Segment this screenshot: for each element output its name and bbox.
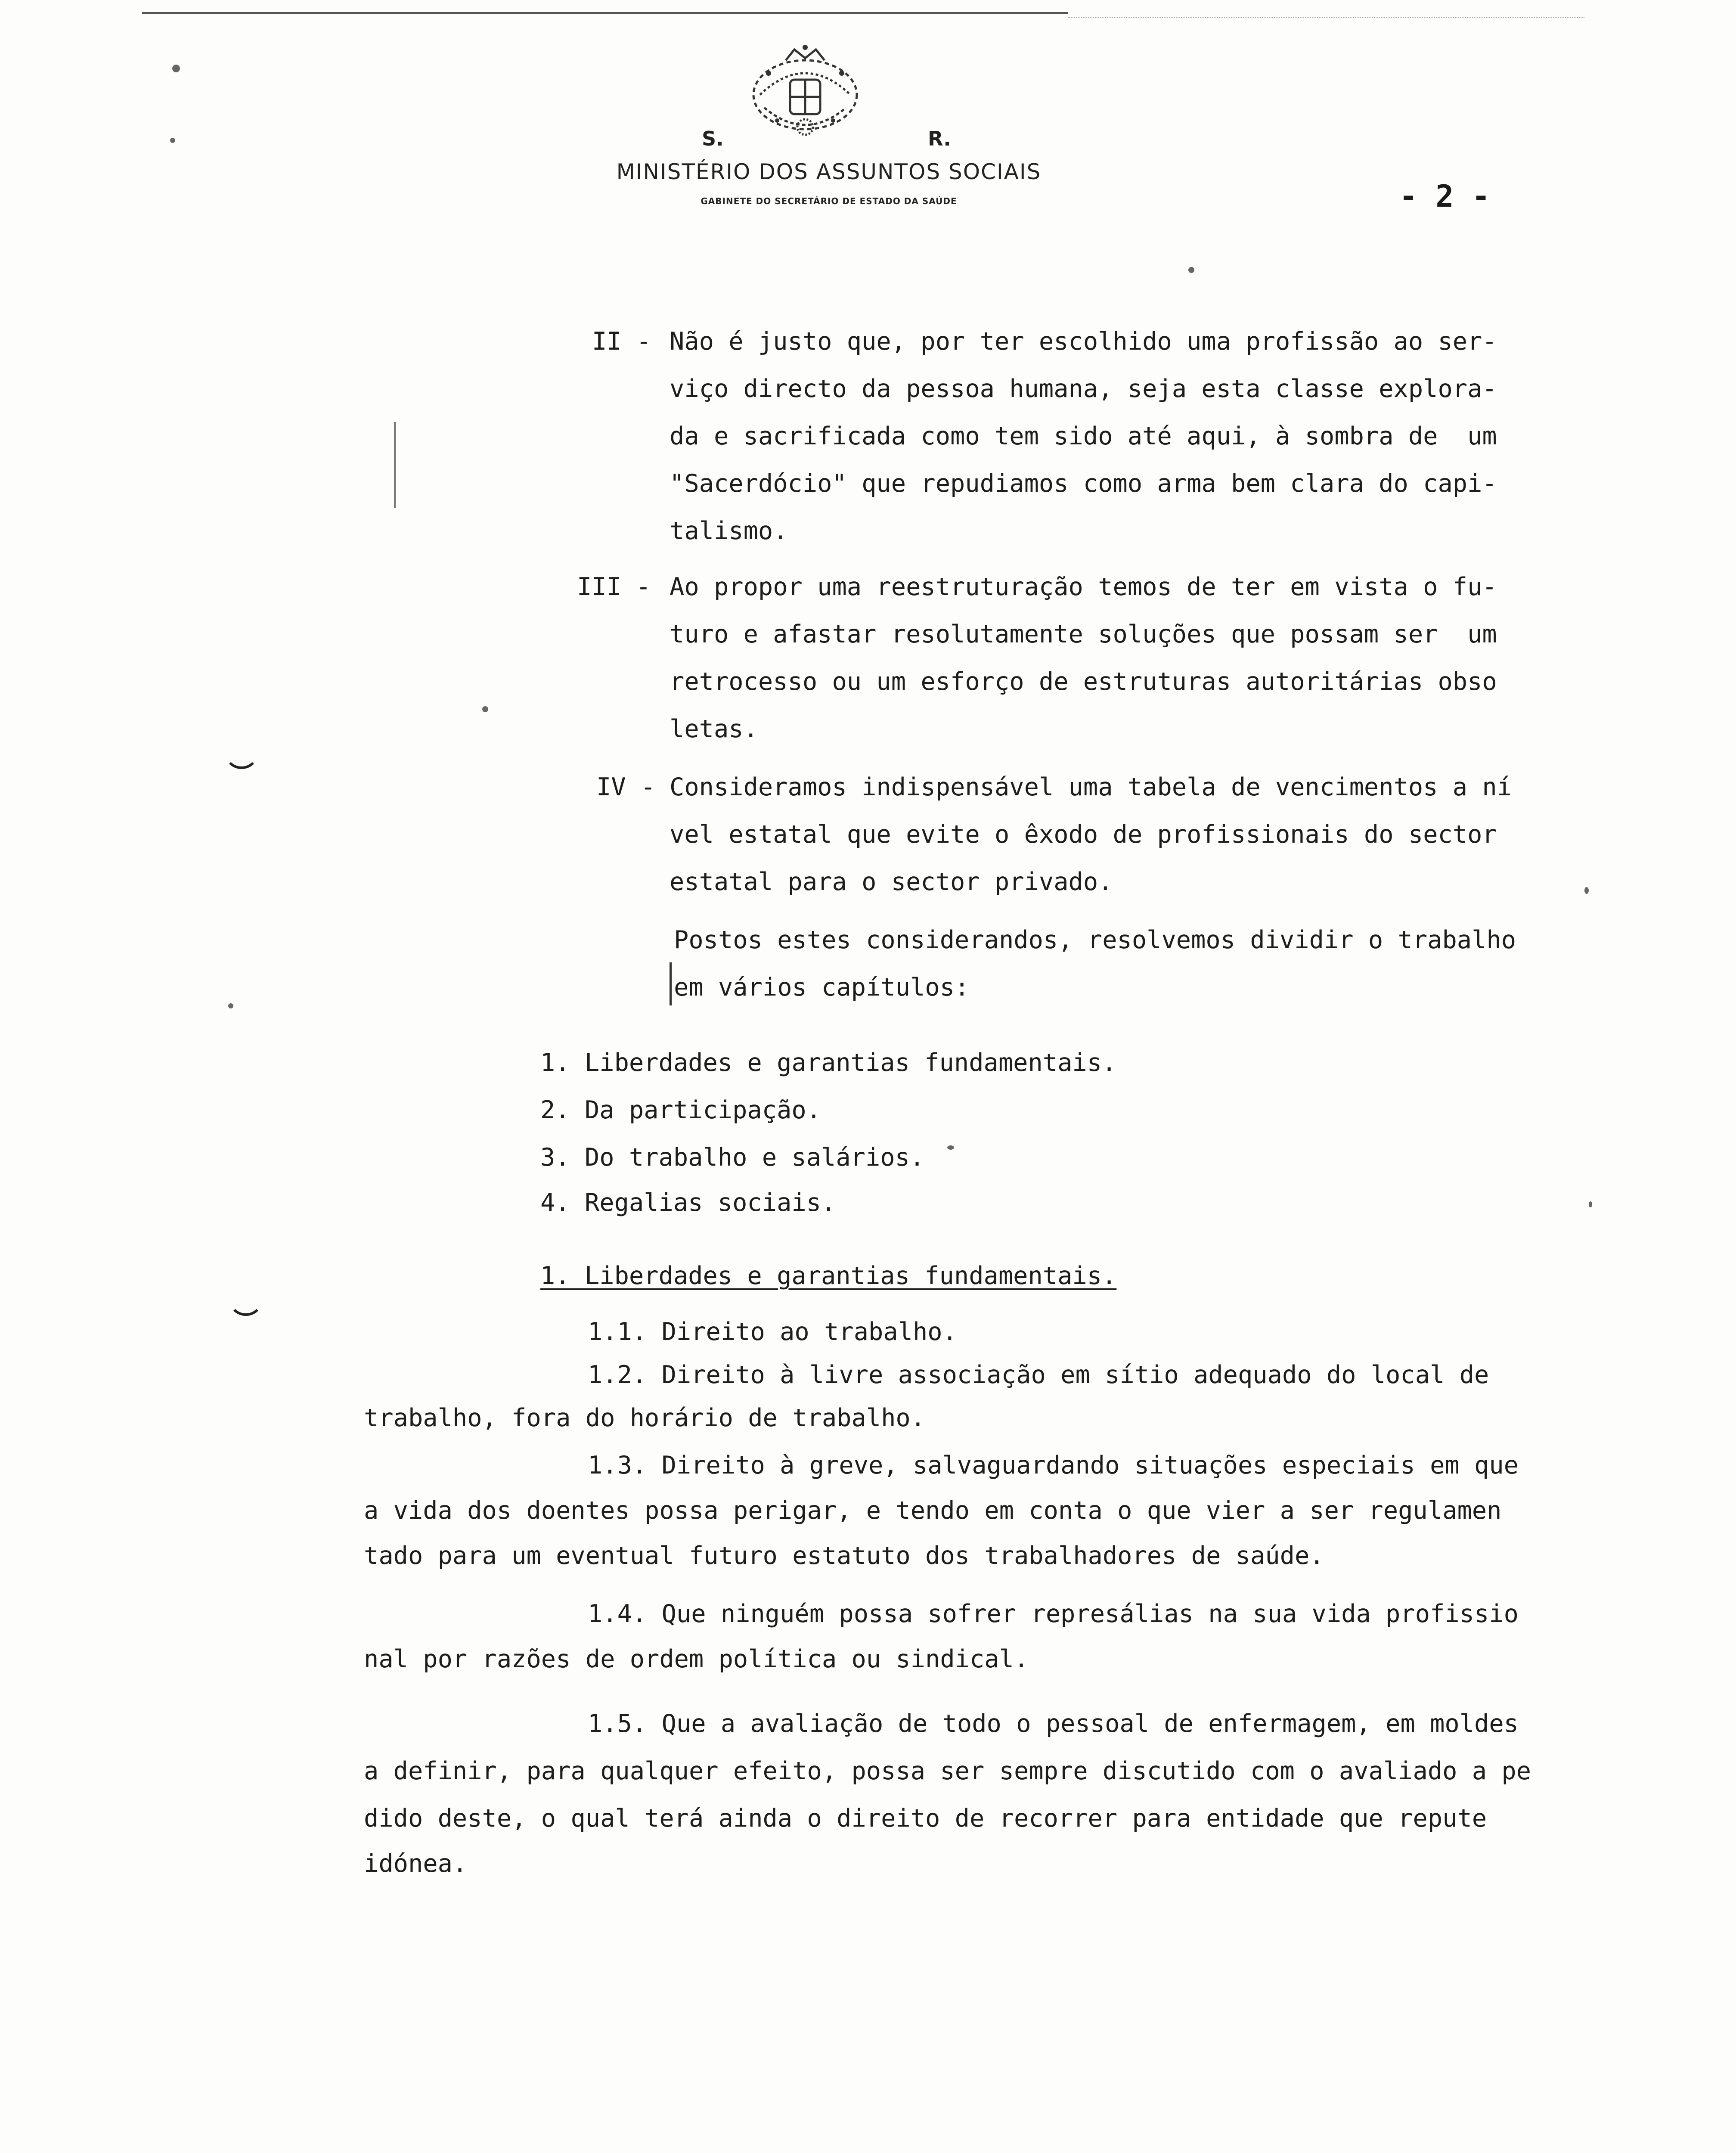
text-line: talismo.	[670, 517, 788, 545]
r-letter: R.	[928, 127, 951, 150]
page-number: - 2 -	[1399, 179, 1490, 214]
scan-speck	[172, 65, 180, 72]
paragraph-label: III -	[577, 573, 651, 601]
text-line: Ao propor uma reestruturação temos de ter em vista o fu-	[670, 573, 1497, 601]
top-rule	[142, 12, 1068, 14]
cabinet-subtitle: GABINETE DO SECRETÁRIO DE ESTADO DA SAÚDE	[701, 196, 957, 206]
text-line: da e sacrificada como tem sido até aqui, à sombra de um	[670, 422, 1497, 450]
item-line: 1.3. Direito à greve, salvaguardando situações especiais em que	[588, 1451, 1519, 1480]
letterhead	[560, 30, 1098, 215]
paragraph-label: IV -	[596, 773, 656, 801]
scan-speck	[482, 706, 488, 712]
text-line: viço directo da pessoa humana, seja esta classe explora-	[670, 375, 1497, 403]
scan-speck	[1589, 1201, 1592, 1207]
item-line: trabalho, fora do horário de trabalho.	[364, 1404, 926, 1432]
chapter-item: 4. Regalias sociais.	[540, 1188, 836, 1217]
chapter-item: 2. Da participação.	[540, 1096, 822, 1124]
item-line: 1.5. Que a avaliação de todo o pessoal de enfermagem, em moldes	[588, 1709, 1519, 1738]
chapter-item: 1. Liberdades e garantias fundamentais.	[540, 1049, 1117, 1077]
scan-speck	[1188, 267, 1194, 273]
intro-line: Postos estes considerandos, resolvemos dividir o trabalho	[674, 926, 1516, 954]
item-line: 1.2. Direito à livre associação em sítio adequado do local de	[588, 1361, 1489, 1389]
item-line: a vida dos doentes possa perigar, e tendo em conta o que vier a ser regulamen	[364, 1496, 1502, 1525]
section-title: 1. Liberdades e garantias fundamentais.	[540, 1262, 1117, 1290]
coat-of-arms-emblem	[734, 43, 876, 151]
punch-mark	[224, 749, 259, 769]
text-line: "Sacerdócio" que repudiamos como arma bem clara do capi-	[670, 469, 1497, 498]
text-line: Consideramos indispensável uma tabela de vencimentos a ní	[670, 773, 1512, 801]
item-line: a definir, para qualquer efeito, possa ser sempre discutido com o avaliado a pe	[364, 1757, 1531, 1785]
item-line: idónea.	[364, 1849, 468, 1878]
punch-mark	[228, 1296, 264, 1316]
chapter-item: 3. Do trabalho e salários.	[540, 1143, 925, 1172]
scan-artifact	[394, 422, 396, 508]
text-line: turo e afastar resolutamente soluções que possam ser um	[670, 620, 1497, 648]
top-rule-faint	[1068, 17, 1584, 18]
text-line: vel estatal que evite o êxodo de profissionais do sector	[670, 820, 1497, 849]
text-line: retrocesso ou um esforço de estruturas autoritárias obso	[670, 667, 1497, 696]
margin-mark	[670, 962, 672, 1005]
item-line: dido deste, o qual terá ainda o direito de recorrer para entidade que repute	[364, 1804, 1487, 1833]
ministry-title: MINISTÉRIO DOS ASSUNTOS SOCIAIS	[616, 159, 1042, 184]
scan-speck	[170, 138, 175, 143]
intro-line: em vários capítulos:	[674, 973, 970, 1002]
text-line: Não é justo que, por ter escolhido uma profissão ao ser-	[670, 327, 1497, 356]
text-line: letas.	[670, 715, 758, 743]
s-letter: S.	[702, 127, 724, 150]
paragraph-label: II -	[592, 327, 651, 356]
scan-speck	[947, 1145, 954, 1150]
item-line: tado para um eventual futuro estatuto dos trabalhadores de saúde.	[364, 1542, 1324, 1570]
item-line: nal por razões de ordem política ou sindical.	[364, 1645, 1029, 1673]
item-line: 1.1. Direito ao trabalho.	[588, 1318, 957, 1346]
item-line: 1.4. Que ninguém possa sofrer represálias na sua vida profissio	[588, 1600, 1519, 1628]
scan-speck	[1584, 887, 1589, 894]
text-line: estatal para o sector privado.	[670, 868, 1113, 896]
scan-speck	[228, 1003, 233, 1008]
